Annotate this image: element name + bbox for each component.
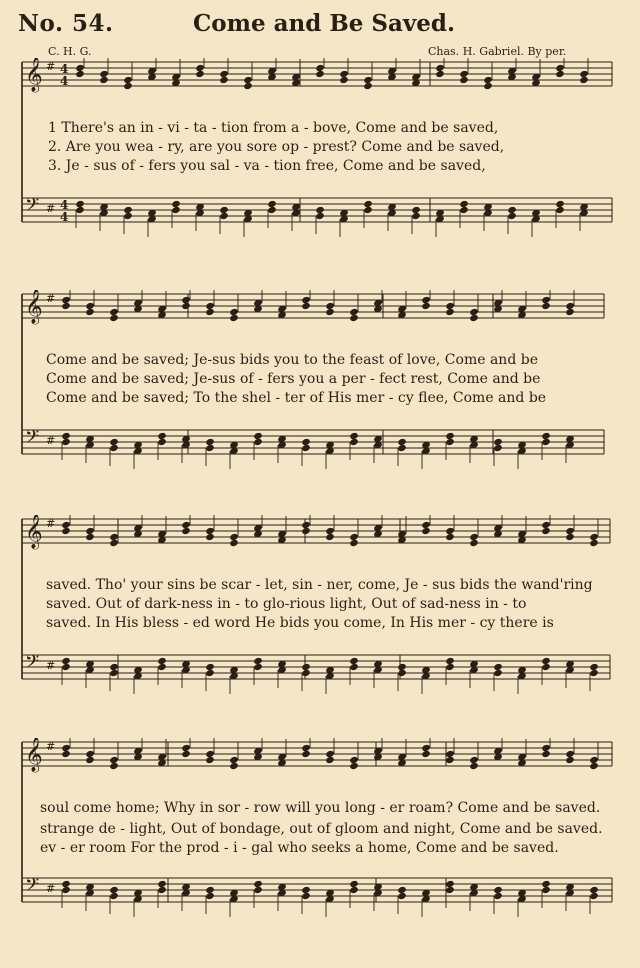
sharp-icon: # (46, 434, 56, 447)
sharp-icon: # (46, 292, 56, 305)
sharp-icon: # (46, 517, 56, 530)
lyric-line: saved. In His bless - ed word He bids you come, In His mer - cy there is (46, 615, 554, 631)
sharp-icon: # (46, 202, 56, 215)
lyric-line: 1 There's an in - vi - ta - tion from a - bove, Come and be saved, (48, 120, 499, 136)
lyric-line: soul come home; Why in sor - row will you long - er roam? Come and be saved. (40, 800, 601, 816)
lyric-line: Come and be saved; Je-sus bids you to the feast of love, Come and be (46, 352, 538, 368)
treble-clef-icon: 𝄞 (25, 58, 43, 92)
treble-clef-icon: 𝄞 (25, 738, 43, 772)
lyric-line: strange de - light, Out of bondage, out of gloom and night, Come and be saved. (40, 821, 603, 837)
svg-text:4: 4 (60, 198, 69, 212)
sharp-icon: # (46, 740, 56, 753)
bass-clef-icon: 𝄢 (25, 427, 40, 452)
sharp-icon: # (46, 882, 56, 895)
svg-text:4: 4 (60, 74, 69, 88)
svg-text:4: 4 (60, 210, 69, 224)
bass-clef-icon: 𝄢 (25, 195, 40, 220)
bass-clef-icon: 𝄢 (25, 875, 40, 900)
lyricist-credit: C. H. G. (48, 45, 92, 58)
hymn-number: No. 54. (18, 10, 114, 37)
lyric-line: saved. Tho' your sins be scar - let, sin - ner, come, Je - sus bids the wand'ring (46, 577, 593, 593)
lyric-line: 3. Je - sus of - fers you sal - va - tion free, Come and be saved, (48, 158, 486, 174)
lyric-line: Come and be saved; To the shel - ter of His mer - cy flee, Come and be (46, 390, 547, 406)
composer-credit: Chas. H. Gabriel. By per. (428, 45, 567, 58)
sharp-icon: # (46, 60, 56, 73)
sharp-icon: # (46, 659, 56, 672)
lyric-line: saved. Out of dark-ness in - to glo-rious light, Out of sad-ness in - to (46, 596, 527, 612)
bass-clef-icon: 𝄢 (25, 652, 40, 677)
svg-text:4: 4 (60, 62, 69, 76)
lyric-line: 2. Are you wea - ry, are you sore op - prest? Come and be saved, (48, 139, 505, 155)
treble-clef-icon: 𝄞 (25, 515, 43, 549)
hymn-title: Come and Be Saved. (193, 10, 456, 37)
lyric-line: Come and be saved; Je-sus of - fers you a per - fect rest, Come and be (46, 371, 541, 387)
lyric-line: ev - er room For the prod - i - gal who seeks a home, Come and be saved. (40, 840, 559, 856)
treble-clef-icon: 𝄞 (25, 290, 43, 324)
